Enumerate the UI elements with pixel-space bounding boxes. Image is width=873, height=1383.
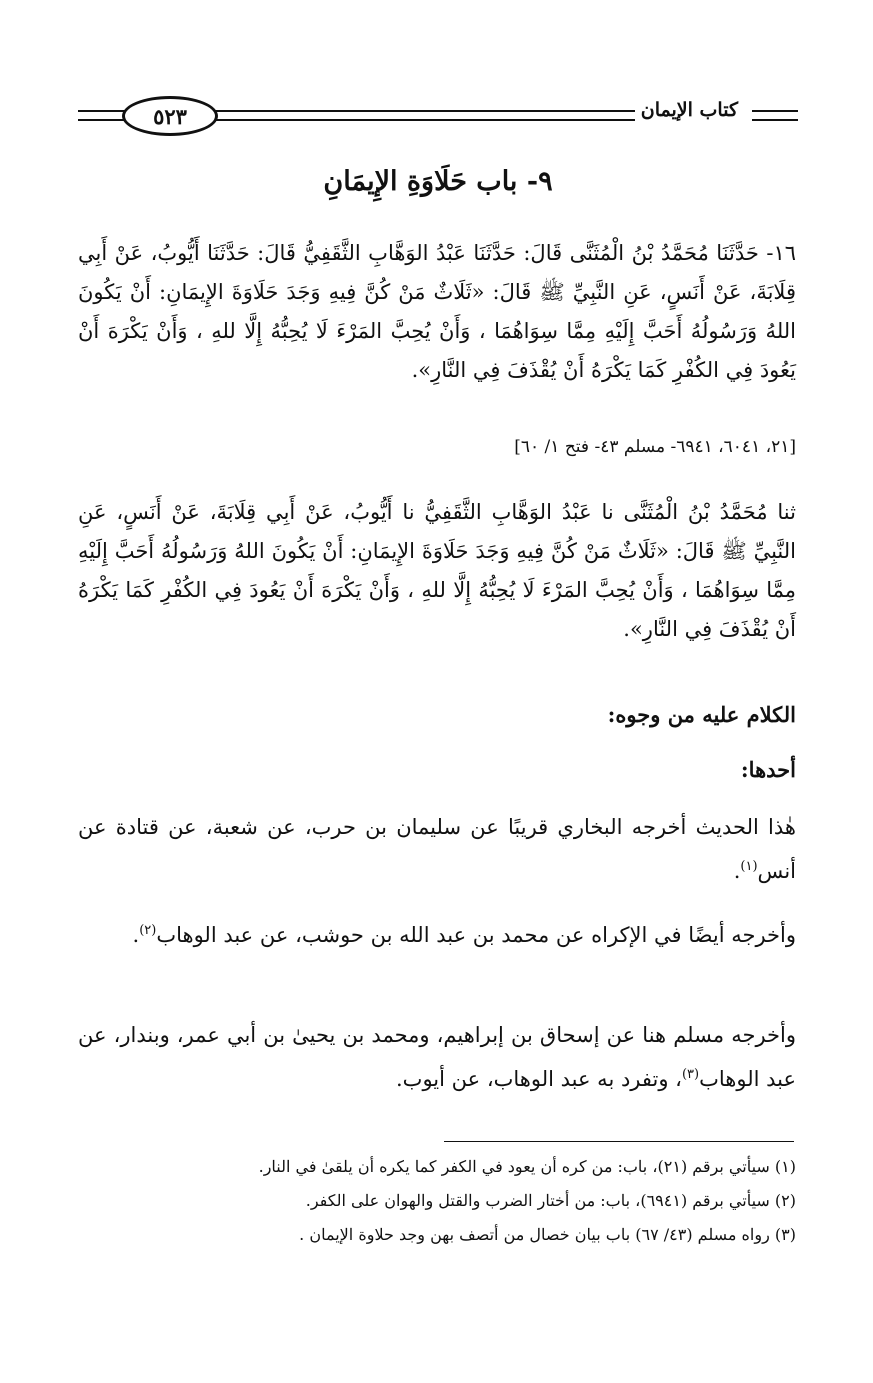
footnote-1: (١) سيأتي برقم (٢١)، باب: من كره أن يعود في الكفر كما يكره أن يلقىٰ في النار. (258, 1157, 796, 1176)
commentary-intro: الكلام عليه من وجوه: (607, 702, 796, 727)
running-header (78, 92, 798, 140)
book-title: كتاب الإيمان (635, 99, 744, 121)
chapter-heading: ٩- باب حَلَاوَةِ الإِيمَانِ (323, 166, 553, 197)
commentary-paragraph-1 (78, 807, 796, 891)
commentary-paragraph-2 (78, 911, 796, 955)
hadith-text: ١٦- حَدَّثَنَا مُحَمَّدُ بْنُ الْمُثَنَّى قَالَ: حَدَّثَنَا عَبْدُ الوَهَّابِ الثَّقَفِيُّ قَالَ: حَدَّثَنَا أَيُّوبُ، عَنْ أَبِي قِلَابَةَ، عَنْ أَنَسٍ، عَنِ النَّبِيِّ ﷺ قَالَ: «ثَلَاثٌ مَنْ كُنَّ فِيهِ وَجَدَ حَلَاوَةَ الإِيمَانِ: أَنْ يَكُونَ اللهُ وَرَسُولُهُ أَحَبَّ إِلَيْهِ مِمَّا سِوَاهُمَا ، وَأَنْ يُحِبَّ المَرْءَ لَا يُحِبُّهُ إِلَّا للهِ ، وَأَنْ يَكْرَهَ أَنْ يَعُودَ فِي الكُفْرِ كَمَا يَكْرَهُ أَنْ يُقْذَفَ فِي النَّارِ». (78, 241, 796, 382)
paragraph-2-text: وأخرجه أيضًا في الإكراه عن محمد بن عبد الله بن حوشب، عن عبد الوهاب (156, 923, 796, 947)
paragraph-3-text-a: وأخرجه مسلم هنا عن إسحاق بن إبراهيم، ومحمد بن يحيىٰ بن أبي عمر، وبندار، عن عبد الوهاب (78, 1023, 796, 1091)
footnote-3: (٣) رواه مسلم (٤٣/ ٦٧) باب بيان خصال من أتصف بهن وجد حلاوة الإيمان . (299, 1225, 796, 1244)
footnotes-list (78, 1150, 796, 1252)
page-number-badge: ٥٢٣ (122, 96, 218, 136)
header-rule-left (78, 110, 126, 121)
footnote-marker-3: (٣) (681, 1067, 700, 1082)
footnote-2: (٢) سيأتي برقم (٦٩٤١)، باب: من أختار الضرب والقتل والهوان على الكفر. (305, 1191, 796, 1210)
paragraph-2-end: . (132, 923, 140, 947)
footnote-marker-2: (٢) (139, 923, 157, 938)
paragraph-1-text: هٰذا الحديث أخرجه البخاري قريبًا عن سليمان بن حرب، عن شعبة، عن قتادة عن أنس (78, 815, 796, 883)
narration-text: ثنا مُحَمَّدُ بْنُ الْمُثَنَّى نا عَبْدُ الوَهَّابِ الثَّقَفِيُّ نا أَيُّوبُ، عَنْ أَبِي قِلَابَةَ، عَنْ أَنَسٍ، عَنِ النَّبِيِّ ﷺ قَالَ: «ثَلَاثٌ مَنْ كُنَّ فِيهِ وَجَدَ حَلَاوَةَ الإِيمَانِ: أَنْ يَكُونَ اللهُ وَرَسُولُهُ أَحَبَّ إِلَيْهِ مِمَّا سِوَاهُمَا ، وَأَنْ يُحِبَّ المَرْءَ لَا يُحِبُّهُ إِلَّا للهِ ، وَأَنْ يَكْرَهَ أَنْ يَعُودَ فِي الكُفْرِ كَمَا يَكْرَهُ أَنْ يُقْذَفَ فِي النَّارِ». (78, 500, 796, 641)
commentary-paragraph-3 (78, 1015, 796, 1099)
first-aspect-heading: أحدها: (740, 757, 796, 782)
paragraph-3-text-b: ، وتفرد به عبد الوهاب، عن أيوب. (396, 1067, 682, 1091)
footnote-separator (444, 1141, 794, 1142)
paragraph-1-end: . (733, 859, 741, 883)
header-rule-middle (208, 110, 696, 121)
hadith-references: [٢١، ٦٠٤١، ٦٩٤١- مسلم ٤٣- فتح ١/ ٦٠] (514, 437, 796, 457)
header-rule-right (752, 110, 798, 121)
footnote-marker-1: (١) (740, 859, 758, 874)
